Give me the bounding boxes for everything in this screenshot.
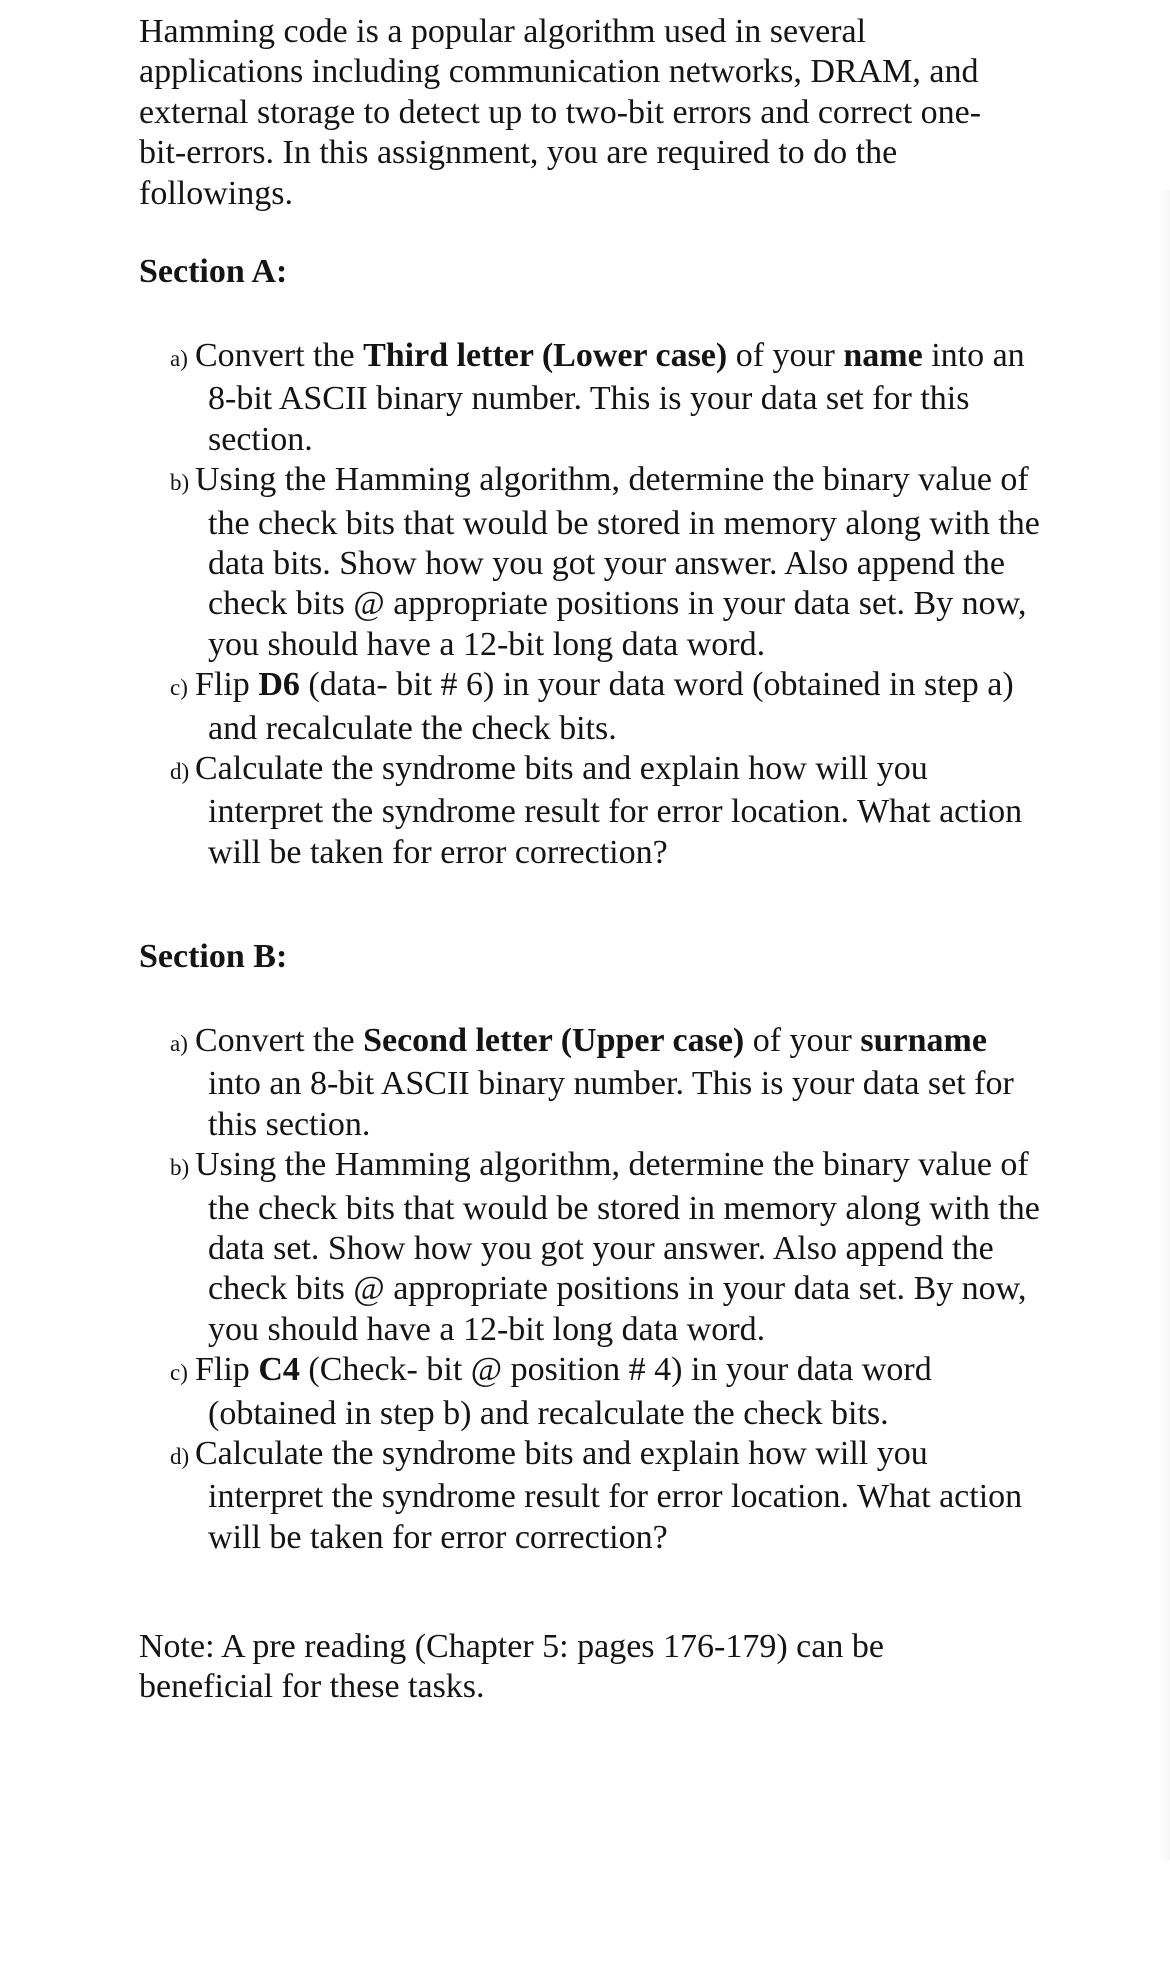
task-marker: a)	[170, 1031, 188, 1056]
task-text: into an 8-bit ASCII binary number. This is your data set for this section.	[208, 1065, 1014, 1143]
task-text: Calculate the syndrome bits and explain how will you interpret the syndrome result for error location. What action will be taken for error correction?	[195, 750, 1023, 871]
section-b-heading: Section B:	[139, 938, 288, 975]
section-a-task-list	[170, 336, 1048, 873]
task-text: (Check- bit @ position # 4) in your data word (obtained in step b) and recalculate the check bits.	[208, 1351, 932, 1432]
task-text: of your	[744, 1022, 861, 1059]
task-emphasis: Second letter (Upper case)	[363, 1022, 745, 1059]
task-marker: a)	[170, 346, 188, 371]
section-b-task-d	[170, 1434, 1048, 1558]
task-marker: d)	[170, 1444, 190, 1470]
task-emphasis: Third letter (Lower case)	[363, 337, 728, 374]
task-text: into an 8-bit ASCII binary number. This is your data set for this section.	[208, 337, 1025, 458]
section-b-task-c	[170, 1350, 1048, 1434]
task-text: Using the Hamming algorithm, determine the binary value of the check bits that would be stored in memory along with the data set. Show how you got your answer. Also append the check bits @ appropriate positions in your data set. By now, you should have a 12-bit long data word.	[195, 1146, 1040, 1348]
task-marker: b)	[170, 470, 190, 496]
section-b-task-a	[170, 1021, 1048, 1145]
task-text: Flip	[195, 666, 259, 704]
task-text: Using the Hamming algorithm, determine the binary value of the check bits that would be stored in memory along with the data bits. Show how you got your answer. Also append the check bits @ appropriate positions in your data set. By now, you should have a 12-bit long data word.	[195, 461, 1040, 663]
task-text: Calculate the syndrome bits and explain how will you interpret the syndrome result for error location. What action will be taken for error correction?	[195, 1435, 1023, 1556]
section-a-task-b	[170, 460, 1048, 665]
task-text: Convert the	[195, 337, 364, 374]
note-paragraph: Note: A pre reading (Chapter 5: pages 176-179) can be beneficial for these tasks.	[139, 1628, 884, 1706]
task-emphasis: surname	[860, 1022, 987, 1059]
section-a-task-a	[170, 336, 1048, 460]
section-b-task-b	[170, 1145, 1048, 1350]
task-marker: c)	[170, 1360, 188, 1386]
task-text: Convert the	[195, 1022, 364, 1059]
intro-paragraph: Hamming code is a popular algorithm used in several applications including communication networks, DRAM, and external storage to detect up to two-bit errors and correct one-bit-errors. In this assignment, you are required to do the followings.	[139, 13, 982, 212]
task-text: (data- bit # 6) in your data word (obtained in step a) and recalculate the check bits.	[208, 666, 1014, 747]
task-text: of your	[727, 337, 844, 374]
task-emphasis: C4	[258, 1351, 300, 1389]
section-b-task-list	[170, 1021, 1048, 1558]
section-a-task-d	[170, 749, 1048, 873]
task-marker: c)	[170, 675, 188, 701]
section-a-heading: Section A:	[139, 253, 288, 290]
task-marker: b)	[170, 1155, 190, 1181]
task-marker: d)	[170, 759, 190, 785]
section-a-task-c	[170, 665, 1048, 749]
task-text: Flip	[195, 1351, 259, 1389]
task-emphasis: name	[843, 337, 923, 374]
task-emphasis: D6	[258, 666, 300, 704]
page-edge-shadow	[1158, 190, 1170, 1860]
